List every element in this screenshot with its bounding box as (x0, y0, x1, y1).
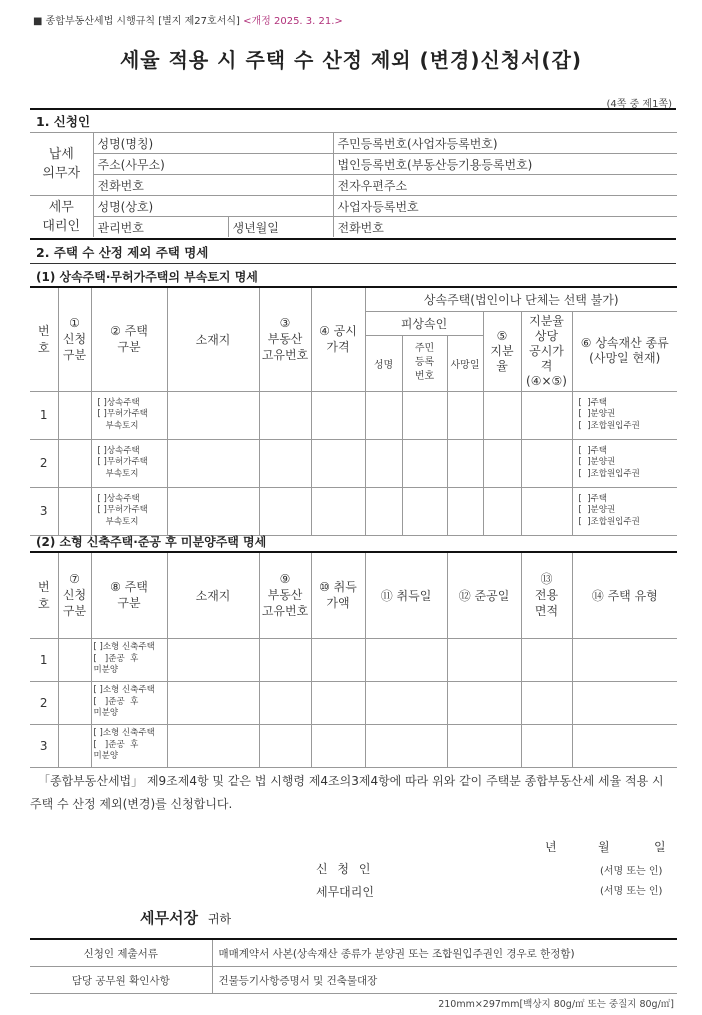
regulation-text: ■ 종합부동산세법 시행규칙 [별지 제27호서식] (33, 16, 240, 27)
agent-name-field[interactable]: 성명(상호) (93, 196, 333, 217)
applicant-docs: 매매계약서 사본(상속재산 종류가 분양권 또는 조합원입주권인 경우로 한정함) (212, 939, 677, 967)
house-type-options[interactable]: [ ]소형 신축주택 [ ]준공 후 미분양 (91, 724, 167, 767)
name-field[interactable]: 성명(명칭) (93, 133, 333, 154)
col-house-type: ② 주택 구분 (91, 287, 167, 391)
sub2-heading: (2) 소형 신축주택·준공 후 미분양주택 명세 (36, 535, 267, 549)
row-no: 1 (30, 638, 58, 681)
agent-label: 세무 대리인 (30, 196, 93, 238)
house-type-options[interactable]: [ ]소형 신축주택 [ ]준공 후 미분양 (91, 638, 167, 681)
paper-spec: 210mm×297mm[백상지 80g/㎡ 또는 중질지 80g/㎡] (438, 999, 674, 1010)
col-apply-type: ⑦ 신청 구분 (58, 552, 91, 638)
table-row (30, 439, 677, 487)
location-cell[interactable] (167, 681, 259, 724)
col-acq-price: ⑩ 취득 가액 (311, 552, 365, 638)
col-acq-date: ⑪ 취득일 (365, 552, 447, 638)
area-cell[interactable] (521, 724, 572, 767)
price-cell[interactable] (311, 391, 365, 439)
biz-no-field[interactable]: 사업자등록번호 (333, 196, 677, 217)
apply-type-cell[interactable] (58, 487, 91, 535)
date-year[interactable]: 년 (545, 840, 557, 854)
reno-cell[interactable] (259, 681, 311, 724)
row-no: 3 (30, 487, 58, 535)
page-info: (4쪽 중 제1쪽) (606, 99, 672, 110)
reno-cell[interactable] (259, 638, 311, 681)
table-row (30, 638, 677, 681)
death-cell[interactable] (447, 439, 483, 487)
col-rrn: 주민 등록 번호 (402, 335, 447, 391)
col-house-kind: ⑭ 주택 유형 (572, 552, 677, 638)
rrn-cell[interactable] (402, 439, 447, 487)
name-cell[interactable] (365, 391, 402, 439)
section2-sub-rule (30, 263, 676, 264)
kind-options[interactable]: [ ]주택 [ ]분양권 [ ]조합원입주권 (572, 487, 677, 535)
house-type-options[interactable]: [ ]소형 신축주택 [ ]준공 후 미분양 (91, 681, 167, 724)
apply-type-cell[interactable] (58, 681, 91, 724)
mgmt-no-field[interactable]: 관리번호 (93, 217, 228, 238)
reno-cell[interactable] (259, 391, 311, 439)
col-no: 번 호 (30, 287, 58, 391)
share-price-cell[interactable] (521, 391, 572, 439)
address-field[interactable]: 주소(사무소) (93, 154, 333, 175)
revision-date: <개정 2025. 3. 21.> (243, 16, 343, 27)
share-cell[interactable] (483, 487, 521, 535)
reno-cell[interactable] (259, 724, 311, 767)
share-price-cell[interactable] (521, 439, 572, 487)
house-type-options[interactable]: [ ]상속주택 [ ]무허가주택 부속토지 (91, 487, 167, 535)
col-kind: ⑥ 상속재산 종류 (사망일 현재) (572, 311, 677, 391)
col-apply-type: ① 신청 구분 (58, 287, 91, 391)
col-decedent: 피상속인 (365, 311, 483, 335)
location-cell[interactable] (167, 638, 259, 681)
table-row (30, 724, 677, 767)
col-reno: ③ 부동산 고유번호 (259, 287, 311, 391)
table-row (30, 391, 677, 439)
rrn-cell[interactable] (402, 391, 447, 439)
share-cell[interactable] (483, 391, 521, 439)
name-cell[interactable] (365, 439, 402, 487)
share-cell[interactable] (483, 439, 521, 487)
area-cell[interactable] (521, 681, 572, 724)
apply-type-cell[interactable] (58, 724, 91, 767)
agent-phone-field[interactable]: 전화번호 (333, 217, 677, 238)
price-cell[interactable] (311, 487, 365, 535)
apply-type-cell[interactable] (58, 391, 91, 439)
rrn-cell[interactable] (402, 487, 447, 535)
location-cell[interactable] (167, 391, 259, 439)
applicant-sign-label: 신 청 인 (316, 862, 374, 876)
resident-no-field[interactable]: 주민등록번호(사업자등록번호) (333, 133, 677, 154)
applicant-table (30, 132, 677, 237)
table-row (30, 487, 677, 535)
acq-date-cell[interactable] (365, 638, 447, 681)
section2-heading: 2. 주택 수 산정 제외 주택 명세 (36, 245, 209, 260)
col-location: 소재지 (167, 552, 259, 638)
row-no: 2 (30, 681, 58, 724)
death-cell[interactable] (447, 391, 483, 439)
house-kind-cell[interactable] (572, 724, 677, 767)
house-type-options[interactable]: [ ]상속주택 [ ]무허가주택 부속토지 (91, 391, 167, 439)
date-month[interactable]: 월 (598, 840, 610, 854)
agent-sign-field[interactable]: (서명 또는 인) (600, 886, 663, 897)
price-cell[interactable] (311, 638, 365, 681)
house-kind-cell[interactable] (572, 638, 677, 681)
form-title: 세율 적용 시 주택 수 산정 제외 (변경)신청서(갑) (119, 48, 583, 72)
price-cell[interactable] (311, 724, 365, 767)
area-cell[interactable] (521, 638, 572, 681)
row-no: 2 (30, 439, 58, 487)
col-area: ⑬ 전용 면적 (521, 552, 572, 638)
col-name: 성명 (365, 335, 402, 391)
price-cell[interactable] (311, 439, 365, 487)
location-cell[interactable] (167, 439, 259, 487)
name-cell[interactable] (365, 487, 402, 535)
date-day[interactable]: 일 (654, 840, 666, 854)
apply-type-cell[interactable] (58, 638, 91, 681)
corp-no-field[interactable]: 법인등록번호(부동산등기용등록번호) (333, 154, 677, 175)
official-check-docs: 건물등기사항증명서 및 건축물대장 (212, 967, 677, 994)
sub1-heading: (1) 상속주택·무허가주택의 부속토지 명세 (36, 270, 258, 284)
price-cell[interactable] (311, 681, 365, 724)
col-share: ⑤ 지분율 (483, 311, 521, 391)
col-reno: ⑨ 부동산 고유번호 (259, 552, 311, 638)
kind-options[interactable]: [ ]주택 [ ]분양권 [ ]조합원입주권 (572, 439, 677, 487)
col-price: ④ 공시 가격 (311, 287, 365, 391)
house-type-options[interactable]: [ ]상속주택 [ ]무허가주택 부속토지 (91, 439, 167, 487)
col-no: 번 호 (30, 552, 58, 638)
kind-options[interactable]: [ ]주택 [ ]분양권 [ ]조합원입주권 (572, 391, 677, 439)
row-no: 3 (30, 724, 58, 767)
acq-date-cell[interactable] (365, 681, 447, 724)
addressee (140, 907, 231, 928)
section2-top-rule (30, 238, 676, 240)
agent-sign-label: 세무대리인 (316, 885, 374, 899)
location-cell[interactable] (167, 724, 259, 767)
section1-top-rule (30, 108, 676, 110)
attachments-table (30, 938, 677, 994)
col-share-price: 지분율 상당 공시가격 (④×⑤) (521, 311, 572, 391)
location-cell[interactable] (167, 487, 259, 535)
row-no: 1 (30, 391, 58, 439)
death-cell[interactable] (447, 487, 483, 535)
official-check-label: 담당 공무원 확인사항 (30, 967, 212, 994)
email-field[interactable]: 전자우편주소 (333, 175, 677, 196)
col-death: 사망일 (447, 335, 483, 391)
inherit-table (30, 286, 677, 536)
col-location: 소재지 (167, 287, 259, 391)
regulation-reference (33, 12, 343, 27)
col-house-type: ⑧ 주택 구분 (91, 552, 167, 638)
done-date-cell[interactable] (447, 681, 521, 724)
taxpayer-label: 납세 의무자 (30, 133, 93, 196)
birth-field[interactable]: 생년월일 (228, 217, 333, 238)
apply-type-cell[interactable] (58, 439, 91, 487)
table-row (30, 681, 677, 724)
reno-cell[interactable] (259, 439, 311, 487)
honorific: 귀하 (207, 912, 232, 926)
applicant-sign-field[interactable]: (서명 또는 인) (600, 866, 663, 877)
reno-cell[interactable] (259, 487, 311, 535)
col-done-date: ⑫ 준공일 (447, 552, 521, 638)
section1-heading: 1. 신청인 (36, 114, 91, 129)
applicant-docs-label: 신청인 제출서류 (30, 939, 212, 967)
done-date-cell[interactable] (447, 724, 521, 767)
house-kind-cell[interactable] (572, 681, 677, 724)
share-price-cell[interactable] (521, 487, 572, 535)
phone-field[interactable]: 전화번호 (93, 175, 333, 196)
done-date-cell[interactable] (447, 638, 521, 681)
acq-date-cell[interactable] (365, 724, 447, 767)
col-inherit: 상속주택(법인이나 단체는 선택 불가) (365, 287, 677, 311)
tax-office-label: 세무서장 (140, 909, 198, 927)
newhouse-table (30, 551, 677, 768)
declaration-text: 「종합부동산세법」 제9조제4항 및 같은 법 시행령 제4조의3제4항에 따라 위와 같이 주택분 종합부동산세 세율 적용 시 주택 수 산정 제외(변경)를 신청합니다. (30, 774, 664, 811)
